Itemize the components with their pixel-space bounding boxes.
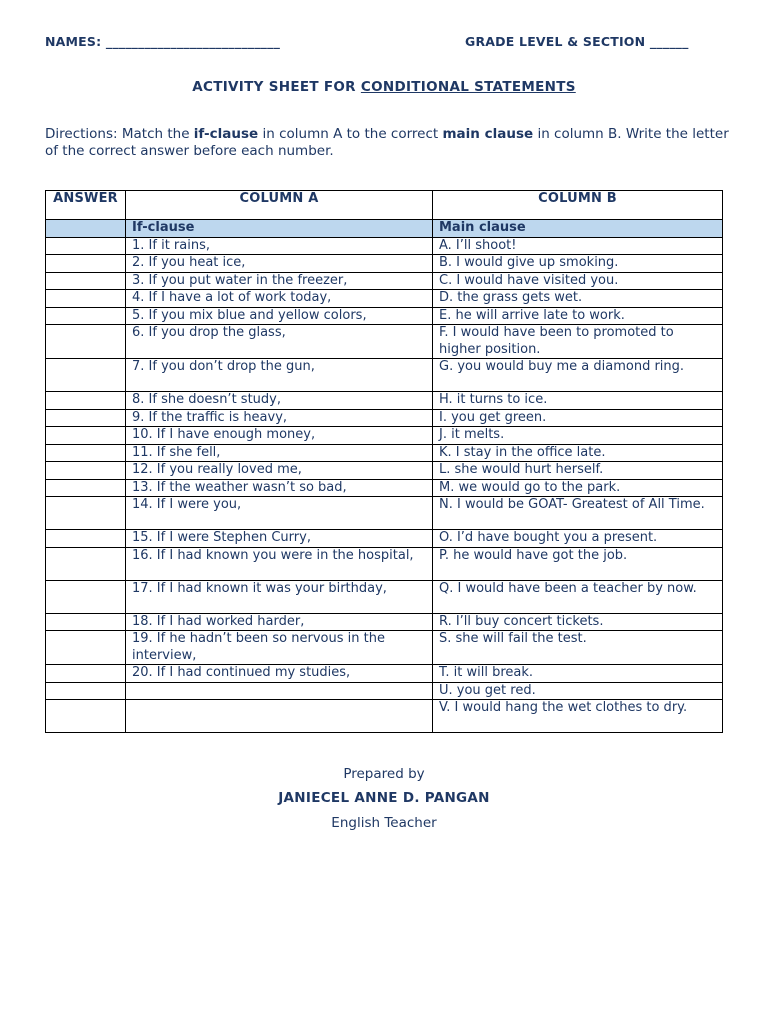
main-clause-cell: S. she will fail the test. [433, 631, 723, 665]
answer-cell[interactable] [46, 665, 126, 683]
answer-cell[interactable] [46, 462, 126, 480]
main-clause-cell: K. I stay in the office late. [433, 444, 723, 462]
answer-cell[interactable] [46, 497, 126, 530]
table-row [46, 444, 723, 462]
main-clause-cell: D. the grass gets wet. [433, 290, 723, 308]
table-row [46, 682, 723, 700]
if-clause-cell: 8. If she doesn’t study, [126, 392, 433, 410]
directions-bold-if-clause: if-clause [193, 126, 259, 142]
if-clause-cell: 4. If I have a lot of work today, [126, 290, 433, 308]
table-row [46, 307, 723, 325]
if-clause-cell: 2. If you heat ice, [126, 255, 433, 273]
main-clause-cell: T. it will break. [433, 665, 723, 683]
if-clause-cell: 15. If I were Stephen Curry, [126, 530, 433, 548]
table-row [46, 255, 723, 273]
table-row [46, 359, 723, 392]
table-row [46, 580, 723, 613]
answer-cell[interactable] [46, 580, 126, 613]
teacher-role: English Teacher [331, 815, 437, 831]
main-clause-cell: P. he would have got the job. [433, 547, 723, 580]
if-clause-cell: 18. If I had worked harder, [126, 613, 433, 631]
table-row [46, 497, 723, 530]
answer-cell[interactable] [46, 444, 126, 462]
main-clause-cell: O. I’d have bought you a present. [433, 530, 723, 548]
table-row [46, 272, 723, 290]
answer-cell[interactable] [46, 290, 126, 308]
main-clause-subheader: Main clause [433, 220, 723, 238]
names-field: NAMES: ___________________________ [45, 34, 281, 49]
main-clause-cell: U. you get red. [433, 682, 723, 700]
prepared-by-label: Prepared by [343, 766, 425, 782]
column-a-header: COLUMN A [126, 191, 433, 220]
answer-cell[interactable] [46, 255, 126, 273]
grade-level-section-field: GRADE LEVEL & SECTION ______ [465, 34, 689, 49]
column-b-header: COLUMN B [433, 191, 723, 220]
if-clause-cell: 16. If I had known you were in the hospital, [126, 547, 433, 580]
main-clause-cell: L. she would hurt herself. [433, 462, 723, 480]
main-clause-cell: G. you would buy me a diamond ring. [433, 359, 723, 392]
if-clause-cell [126, 682, 433, 700]
if-clause-cell: 7. If you don’t drop the gun, [126, 359, 433, 392]
table-row [46, 530, 723, 548]
answer-cell[interactable] [46, 631, 126, 665]
table-row [46, 547, 723, 580]
table-row [46, 613, 723, 631]
if-clause-cell: 10. If I have enough money, [126, 427, 433, 445]
table-row [46, 665, 723, 683]
if-clause-cell: 13. If the weather wasn’t so bad, [126, 479, 433, 497]
title-prefix: ACTIVITY SHEET FOR [192, 79, 361, 95]
directions-bold-main-clause: main clause [442, 126, 534, 142]
answer-cell[interactable] [46, 427, 126, 445]
answer-cell[interactable] [46, 700, 126, 733]
if-clause-cell: 11. If she fell, [126, 444, 433, 462]
subheader-row [46, 220, 723, 238]
main-clause-cell: B. I would give up smoking. [433, 255, 723, 273]
answer-cell[interactable] [46, 359, 126, 392]
if-clause-cell: 3. If you put water in the freezer, [126, 272, 433, 290]
answer-cell[interactable] [46, 613, 126, 631]
teacher-name: JANIECEL ANNE D. PANGAN [278, 790, 490, 806]
table-row [46, 427, 723, 445]
answer-cell[interactable] [46, 479, 126, 497]
table-row [46, 479, 723, 497]
if-clause-subheader: If-clause [126, 220, 433, 238]
answer-cell[interactable] [46, 325, 126, 359]
main-clause-cell: F. I would have been to promoted to higher position. [433, 325, 723, 359]
answer-cell[interactable] [46, 682, 126, 700]
main-clause-cell: N. I would be GOAT- Greatest of All Time. [433, 497, 723, 530]
answer-cell[interactable] [46, 530, 126, 548]
main-clause-cell: J. it melts. [433, 427, 723, 445]
if-clause-cell: 19. If he hadn’t been so nervous in the interview, [126, 631, 433, 665]
title-topic: CONDITIONAL STATEMENTS [360, 79, 576, 95]
page-title [0, 79, 768, 95]
if-clause-cell: 6. If you drop the glass, [126, 325, 433, 359]
table-row [46, 409, 723, 427]
main-clause-cell: I. you get green. [433, 409, 723, 427]
if-clause-cell: 5. If you mix blue and yellow colors, [126, 307, 433, 325]
answer-cell[interactable] [46, 272, 126, 290]
directions-text [45, 126, 735, 160]
table-row [46, 631, 723, 665]
if-clause-cell: 14. If I were you, [126, 497, 433, 530]
directions-part: Directions: Match the [45, 126, 194, 142]
directions-part: in column B. Write the letter of the correct answer before each number. [45, 126, 729, 159]
answer-cell[interactable] [46, 409, 126, 427]
answer-cell[interactable] [46, 547, 126, 580]
table-row [46, 325, 723, 359]
table-row [46, 462, 723, 480]
main-clause-cell: M. we would go to the park. [433, 479, 723, 497]
table-row [46, 392, 723, 410]
if-clause-cell: 1. If it rains, [126, 237, 433, 255]
answer-column-header: ANSWER [46, 191, 126, 220]
answer-cell[interactable] [46, 307, 126, 325]
main-clause-cell: C. I would have visited you. [433, 272, 723, 290]
if-clause-cell [126, 700, 433, 733]
if-clause-cell: 20. If I had continued my studies, [126, 665, 433, 683]
answer-cell[interactable] [46, 392, 126, 410]
main-clause-cell: H. it turns to ice. [433, 392, 723, 410]
table-row [46, 290, 723, 308]
answer-subheader-cell [46, 220, 126, 238]
table-row [46, 700, 723, 733]
if-clause-cell: 12. If you really loved me, [126, 462, 433, 480]
main-clause-cell: A. I’ll shoot! [433, 237, 723, 255]
answer-cell[interactable] [46, 237, 126, 255]
main-clause-cell: V. I would hang the wet clothes to dry. [433, 700, 723, 733]
if-clause-cell: 9. If the traffic is heavy, [126, 409, 433, 427]
if-clause-cell: 17. If I had known it was your birthday, [126, 580, 433, 613]
main-clause-cell: E. he will arrive late to work. [433, 307, 723, 325]
matching-table [45, 190, 723, 733]
main-clause-cell: R. I’ll buy concert tickets. [433, 613, 723, 631]
directions-part: in column A to the correct [258, 126, 443, 142]
table-row [46, 237, 723, 255]
main-clause-cell: Q. I would have been a teacher by now. [433, 580, 723, 613]
